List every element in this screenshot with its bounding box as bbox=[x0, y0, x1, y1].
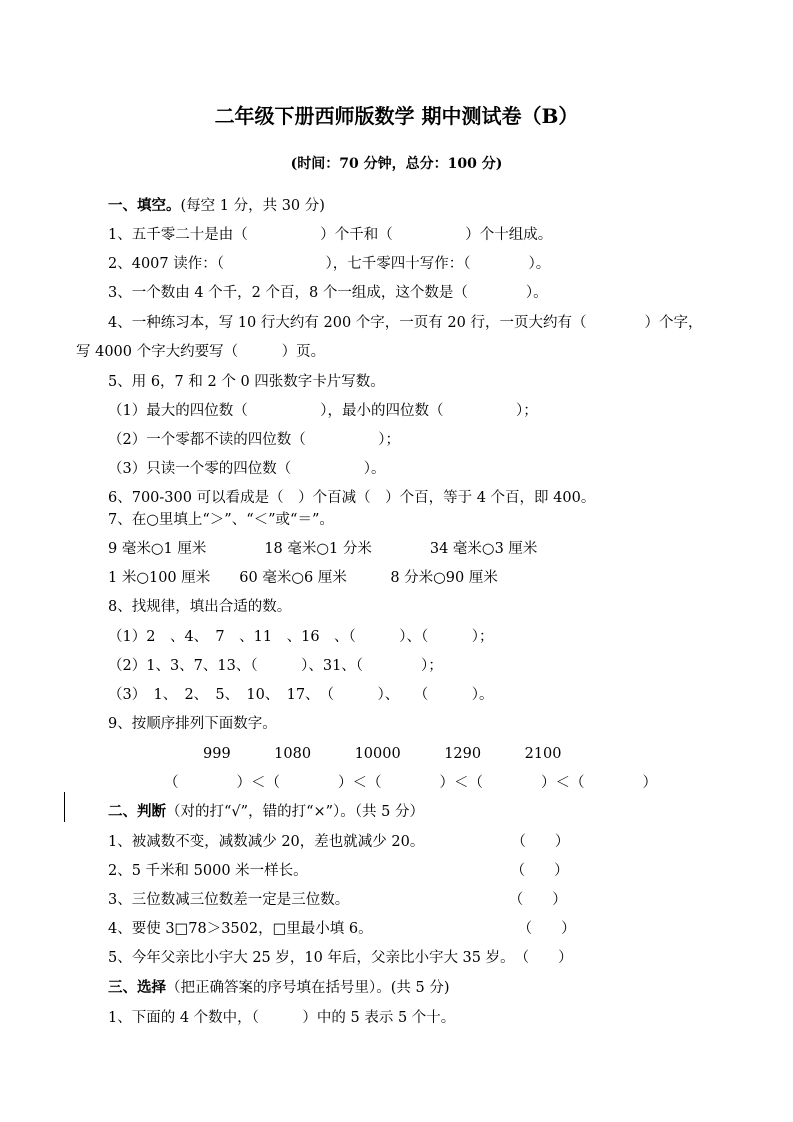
question-line: 1、下面的 4 个数中，（ ）中的 5 表示 5 个十。 bbox=[108, 1010, 456, 1026]
page-title: 二年级下册西师版数学 期中测试卷（B） bbox=[214, 104, 579, 128]
question-line: 6、700-300 可以看成是（ ）个百减（ ）个百，等于 4 个百，即 400。 bbox=[108, 490, 596, 506]
question-line: 2、4007 读作：（ ），七千零四十写作：（ ）。 bbox=[108, 256, 551, 272]
question-line: 3、三位数减三位数差一定是三位数。 （ ） bbox=[108, 892, 567, 908]
question-line: 4、要使 3□78＞3502，□里最小填 6。 （ ） bbox=[108, 921, 576, 937]
number-list: 999 1080 10000 1290 2100 bbox=[203, 746, 562, 762]
question-line: 1、被减数不变，减数减少 20，差也就减少 20。 （ ） bbox=[108, 834, 570, 850]
question-line: 9 毫米○1 厘米 18 毫米○1 分米 34 毫米○3 厘米 bbox=[108, 541, 538, 557]
question-line: （2）一个零都不读的四位数（ ）； bbox=[108, 432, 400, 448]
question-line: （1）最大的四位数（ ），最小的四位数（ ）； bbox=[108, 403, 538, 419]
answer-blanks: （ ）＜（ ）＜（ ）＜（ ）＜（ ） bbox=[164, 775, 657, 791]
question-line: 写 4000 个字大约要写（ ）页。 bbox=[76, 344, 326, 360]
question-line: 5、用 6，7 和 2 个 0 四张数字卡片写数。 bbox=[108, 374, 385, 390]
question-line: 1 米○100 厘米 60 毫米○6 厘米 8 分米○90 厘米 bbox=[108, 570, 498, 586]
margin-bar bbox=[64, 792, 65, 822]
question-line: （1）2 、4、 7 、11 、16 、（ ）、（ ）； bbox=[108, 629, 494, 645]
question-line: （3）只读一个零的四位数（ ）。 bbox=[108, 461, 386, 477]
section-heading-choice: 三、选择（把正确答案的序号填在括号里）。(共 5 分) bbox=[108, 979, 450, 996]
question-line: （3） 1、 2、 5、 10、 17、 （ ）、 （ ）。 bbox=[108, 687, 494, 703]
question-line: 8、找规律，填出合适的数。 bbox=[108, 599, 292, 615]
section-heading-true-false: 二、判断（对的打“√”，错的打“×”）。（共 5 分） bbox=[108, 803, 424, 820]
question-line: 2、5 千米和 5000 米一样长。 （ ） bbox=[108, 863, 569, 879]
exam-info: (时间：70 分钟，总分：100 分) bbox=[290, 156, 503, 172]
question-line: 4、一种练习本，写 10 行大约有 200 个字，一页有 20 行，一页大约有（ ）个字， bbox=[108, 315, 703, 331]
question-line: 3、一个数由 4 个千，2 个百，8 个一组成，这个数是（ ）。 bbox=[108, 285, 548, 301]
question-line: 7、在○里填上“＞”、“＜”或“＝”。 bbox=[108, 512, 334, 528]
question-line: （2）1、3、7、13、（ ）、31、（ ）； bbox=[108, 658, 443, 674]
question-line: 5、今年父亲比小宇大 25 岁，10 年后，父亲比小宇大 35 岁。 （ ） bbox=[108, 950, 573, 966]
section-heading-fill-blank: 一、填空。(每空 1 分，共 30 分) bbox=[108, 197, 325, 214]
question-line: 1、五千零二十是由（ ）个千和（ ）个十组成。 bbox=[108, 227, 553, 243]
question-line: 9、按顺序排列下面数字。 bbox=[108, 716, 277, 732]
